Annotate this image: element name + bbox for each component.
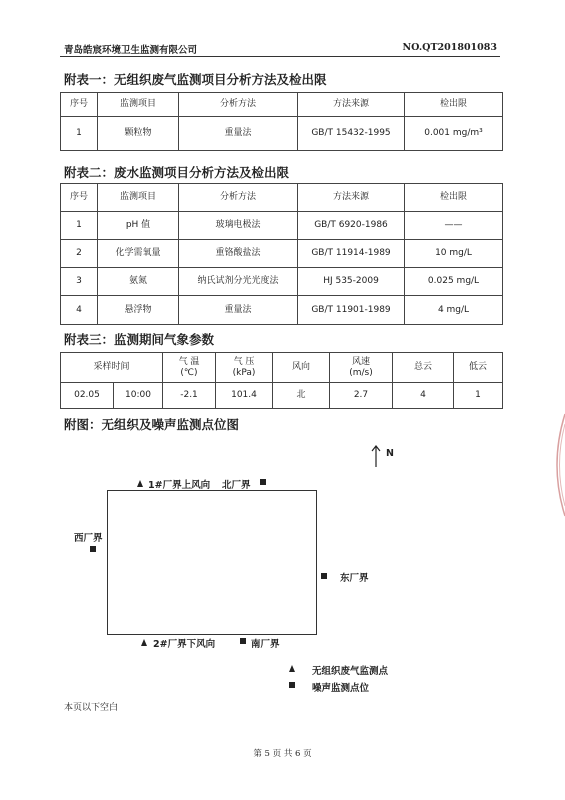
north-boundary-label: 北厂界 <box>222 480 251 491</box>
page-footer: 第 5 页 共 6 页 <box>253 749 312 759</box>
table-row <box>61 212 503 240</box>
site-boundary-diagram <box>107 490 317 635</box>
col-header: 监测项目 <box>98 184 179 212</box>
table-cell: pH 值 <box>98 212 179 240</box>
table-cell: 4 mg/L <box>405 296 503 325</box>
table-header-row <box>61 93 503 117</box>
table-cell: 101.4 <box>216 383 273 409</box>
table-header-row <box>61 353 503 383</box>
table-cell: 北 <box>273 383 330 409</box>
legend-noise-label: 噪声监测点位 <box>312 683 370 694</box>
table-cell: 重铬酸盐法 <box>179 240 298 268</box>
noise-point-west-icon <box>90 546 96 552</box>
table-cell: 纳氏试剂分光光度法 <box>179 268 298 296</box>
table-cell: GB/T 15432-1995 <box>298 117 405 151</box>
col-header: 方法来源 <box>298 184 405 212</box>
table-cell: 悬浮物 <box>98 296 179 325</box>
col-header <box>330 353 393 383</box>
section1-title: 附表一：无组织废气监测项目分析方法及检出限 <box>64 72 327 87</box>
table-cell: 4 <box>61 296 98 325</box>
table-cell: 颗粒物 <box>98 117 179 151</box>
table-cell: 2 <box>61 240 98 268</box>
noise-point-east-icon <box>321 573 327 579</box>
section2-table <box>60 183 503 325</box>
table-cell: —— <box>405 212 503 240</box>
table-cell: HJ 535-2009 <box>298 268 405 296</box>
table-cell: 10:00 <box>114 383 163 409</box>
blank-below-note: 本页以下空白 <box>64 703 119 713</box>
table-cell: 3 <box>61 268 98 296</box>
col-header: 序号 <box>61 184 98 212</box>
col-header: 监测项目 <box>98 93 179 117</box>
table-cell: 玻璃电极法 <box>179 212 298 240</box>
gas-point-1-icon <box>137 480 143 487</box>
section2-title: 附表二：废水监测项目分析方法及检出限 <box>64 165 290 180</box>
temp-header: 气 温 <box>178 356 200 367</box>
temp-unit: (℃) <box>180 367 198 378</box>
figure-title: 附图：无组织及噪声监测点位图 <box>64 417 240 432</box>
section1-table <box>60 92 503 151</box>
report-number: NO.QT201801083 <box>402 42 497 53</box>
east-boundary-label: 东厂界 <box>340 573 369 584</box>
company-name: 青岛皓宸环境卫生监测有限公司 <box>64 45 198 56</box>
header-divider <box>60 56 500 57</box>
table-cell: 1 <box>61 117 98 151</box>
table-row <box>61 383 503 409</box>
table-cell: 4 <box>393 383 454 409</box>
seal-stamp-icon <box>543 410 565 520</box>
upwind-point-label: 1#厂界上风向 <box>148 480 211 491</box>
table-cell: 02.05 <box>61 383 114 409</box>
table-cell: -2.1 <box>163 383 216 409</box>
wind-speed-header: 风速 <box>351 356 370 367</box>
table-cell: 氨氮 <box>98 268 179 296</box>
col-header: 序号 <box>61 93 98 117</box>
table-header-row <box>61 184 503 212</box>
col-header: 低云 <box>454 353 503 383</box>
pressure-header: 气 压 <box>233 356 255 367</box>
table-cell: 重量法 <box>179 117 298 151</box>
table-cell: 化学需氧量 <box>98 240 179 268</box>
downwind-point-label: 2#厂界下风向 <box>153 639 216 650</box>
col-header: 分析方法 <box>179 184 298 212</box>
table-cell: GB/T 11901-1989 <box>298 296 405 325</box>
col-header: 总云 <box>393 353 454 383</box>
legend-gas-icon <box>289 665 295 672</box>
gas-point-2-icon <box>141 639 147 646</box>
col-header: 检出限 <box>405 93 503 117</box>
table-cell: GB/T 11914-1989 <box>298 240 405 268</box>
legend-noise-icon <box>289 682 295 688</box>
col-header: 方法来源 <box>298 93 405 117</box>
legend-gas-label: 无组织废气监测点 <box>312 666 389 677</box>
table-cell: 1 <box>454 383 503 409</box>
wind-speed-unit: (m/s) <box>349 367 373 378</box>
section3-title: 附表三：监测期间气象参数 <box>64 332 215 347</box>
north-arrow-icon <box>370 444 382 468</box>
table-cell: 0.001 mg/m³ <box>405 117 503 151</box>
table-row <box>61 296 503 325</box>
table-row <box>61 268 503 296</box>
col-header <box>216 353 273 383</box>
col-header: 检出限 <box>405 184 503 212</box>
table-cell: 2.7 <box>330 383 393 409</box>
west-boundary-label: 西厂界 <box>74 533 103 544</box>
pressure-unit: (kPa) <box>232 367 256 378</box>
south-boundary-label: 南厂界 <box>251 639 280 650</box>
north-label: N <box>386 448 394 459</box>
weather-table <box>60 352 503 409</box>
noise-point-south-icon <box>240 638 246 644</box>
table-row <box>61 240 503 268</box>
col-header: 风向 <box>273 353 330 383</box>
col-header <box>163 353 216 383</box>
table-cell: 重量法 <box>179 296 298 325</box>
table-cell: 10 mg/L <box>405 240 503 268</box>
col-header: 采样时间 <box>61 353 163 383</box>
table-cell: GB/T 6920-1986 <box>298 212 405 240</box>
col-header: 分析方法 <box>179 93 298 117</box>
table-cell: 0.025 mg/L <box>405 268 503 296</box>
table-cell: 1 <box>61 212 98 240</box>
noise-point-north-icon <box>260 479 266 485</box>
table-row <box>61 117 503 151</box>
